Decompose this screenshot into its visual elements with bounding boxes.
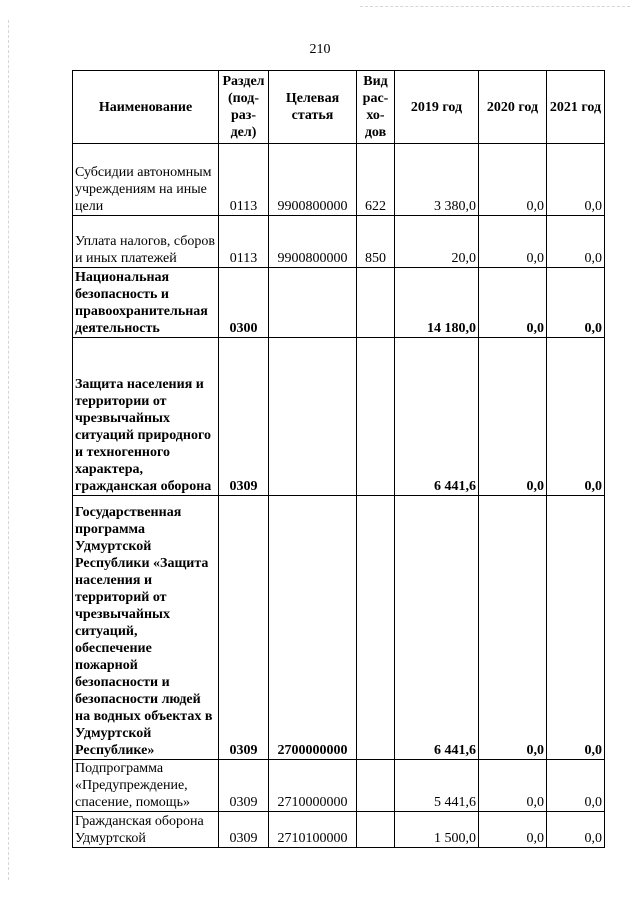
- row-2021: 0,0: [547, 338, 605, 496]
- row-2019: 6 441,6: [395, 496, 479, 760]
- header-2021: 2021 год: [547, 71, 605, 144]
- table-row: [73, 268, 605, 338]
- table-row: [73, 496, 605, 760]
- row-expense-type: [357, 338, 395, 496]
- page-number: 210: [309, 42, 331, 57]
- row-expense-type: 850: [357, 216, 395, 268]
- row-name: Субсидии автономным учреждениям на иные цели: [73, 144, 219, 216]
- row-target: 2710100000: [269, 812, 357, 848]
- header-expense-type: Вид рас-хо-дов: [357, 71, 395, 144]
- row-2021: 0,0: [547, 812, 605, 848]
- row-2019: 3 380,0: [395, 144, 479, 216]
- row-expense-type: 622: [357, 144, 395, 216]
- row-2019: 20,0: [395, 216, 479, 268]
- row-target: 2700000000: [269, 496, 357, 760]
- row-2019: 1 500,0: [395, 812, 479, 848]
- row-section: 0113: [219, 144, 269, 216]
- row-name: Защита населения и территории от чрезвычайных ситуаций природного и техногенного характера, гражданская оборона: [73, 338, 219, 496]
- row-section: 0309: [219, 760, 269, 812]
- row-name: Подпрограмма «Предупреждение, спасение, помощь»: [73, 760, 219, 812]
- row-2020: 0,0: [479, 812, 547, 848]
- table-row: [73, 338, 605, 496]
- row-expense-type: [357, 496, 395, 760]
- scan-edge-left: [8, 20, 9, 880]
- row-2020: 0,0: [479, 144, 547, 216]
- row-target: [269, 268, 357, 338]
- row-2020: 0,0: [479, 268, 547, 338]
- table-row: [73, 760, 605, 812]
- row-section: 0309: [219, 338, 269, 496]
- row-2021: 0,0: [547, 496, 605, 760]
- header-name: Наименование: [73, 71, 219, 144]
- row-2019: 14 180,0: [395, 268, 479, 338]
- table-row: [73, 812, 605, 848]
- row-2020: 0,0: [479, 496, 547, 760]
- scan-edge-top: [360, 6, 630, 7]
- row-section: 0113: [219, 216, 269, 268]
- row-2020: 0,0: [479, 216, 547, 268]
- row-name: Уплата налогов, сборов и иных платежей: [73, 216, 219, 268]
- row-2021: 0,0: [547, 216, 605, 268]
- row-2020: 0,0: [479, 338, 547, 496]
- row-name: Государственная программа Удмуртской Республики «Защита населения и территорий от чрезвычайных ситуаций, обеспечение пожарной безопасности и безопасности людей на водных объектах в Удмуртской Республике»: [73, 496, 219, 760]
- row-target: [269, 338, 357, 496]
- header-2020: 2020 год: [479, 71, 547, 144]
- budget-table: [72, 70, 605, 848]
- header-section: Раздел (под-раз-дел): [219, 71, 269, 144]
- row-section: 0309: [219, 812, 269, 848]
- row-2021: 0,0: [547, 268, 605, 338]
- row-name: Гражданская оборона Удмуртской: [73, 812, 219, 848]
- row-target: 9900800000: [269, 144, 357, 216]
- row-target: 2710000000: [269, 760, 357, 812]
- header-2019: 2019 год: [395, 71, 479, 144]
- row-section: 0300: [219, 268, 269, 338]
- row-2019: 5 441,6: [395, 760, 479, 812]
- row-2020: 0,0: [479, 760, 547, 812]
- row-expense-type: [357, 760, 395, 812]
- row-section: 0309: [219, 496, 269, 760]
- table-header-row: [73, 71, 605, 144]
- row-2021: 0,0: [547, 760, 605, 812]
- row-expense-type: [357, 812, 395, 848]
- table-row: [73, 216, 605, 268]
- row-target: 9900800000: [269, 216, 357, 268]
- row-expense-type: [357, 268, 395, 338]
- table-row: [73, 144, 605, 216]
- row-name: Национальная безопасность и правоохранительная деятельность: [73, 268, 219, 338]
- row-2021: 0,0: [547, 144, 605, 216]
- header-target: Целевая статья: [269, 71, 357, 144]
- row-2019: 6 441,6: [395, 338, 479, 496]
